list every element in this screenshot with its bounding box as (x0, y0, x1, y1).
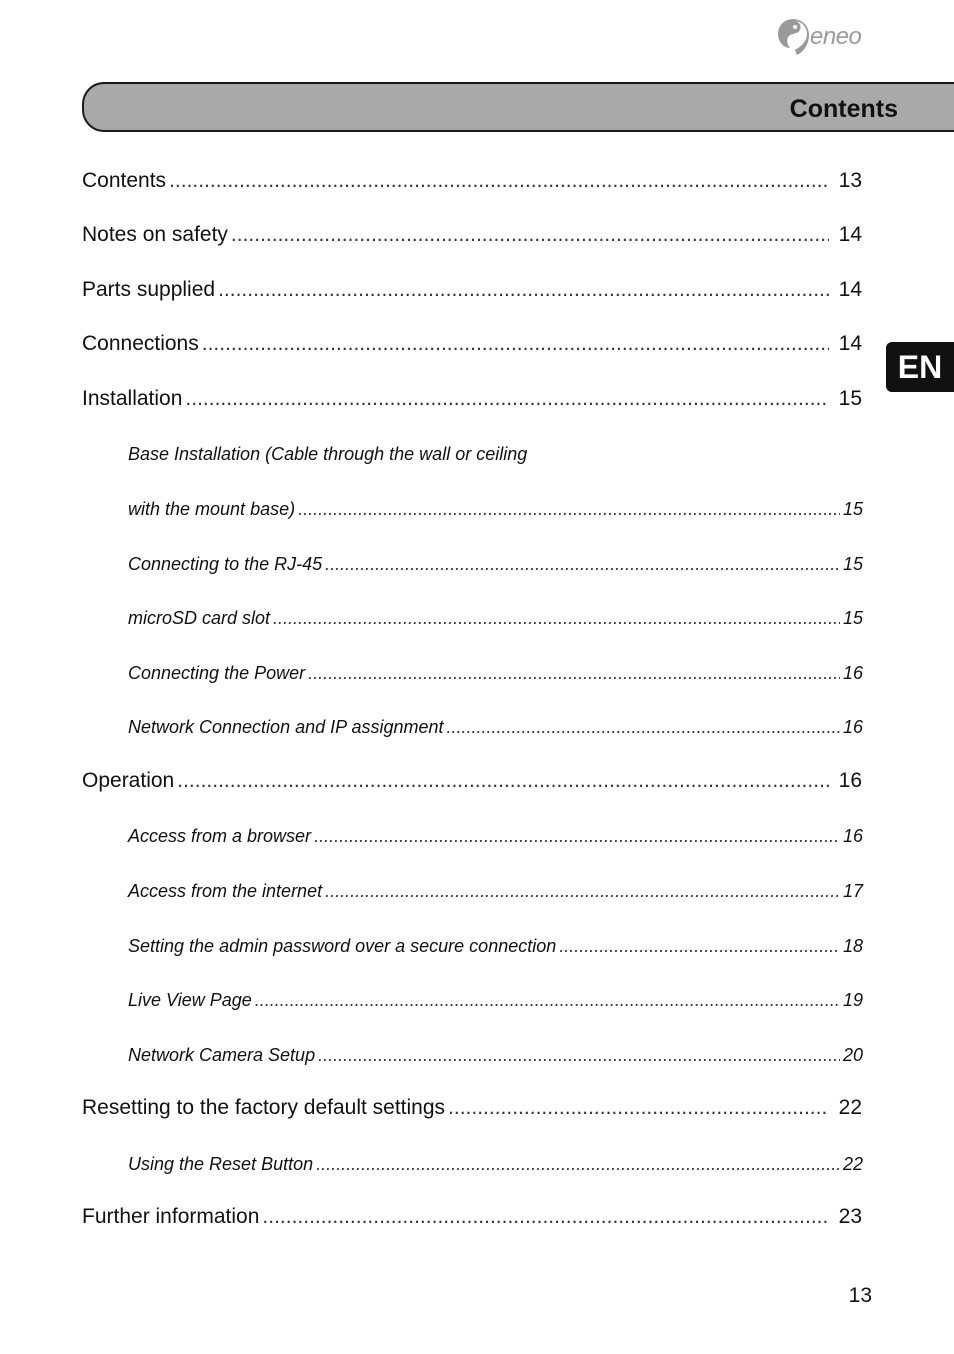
toc-entry-title: Setting the admin password over a secure connection (128, 936, 557, 956)
toc-entry-page: 16 (842, 663, 863, 683)
toc-entry-title: Connecting to the RJ-45 (128, 554, 323, 574)
toc-subentry[interactable] (128, 717, 863, 738)
toc-subentry[interactable] (128, 826, 863, 847)
toc-subentry[interactable] (128, 881, 863, 902)
toc-entry-title: Network Connection and IP assignment (128, 717, 444, 737)
toc-subentry[interactable] (128, 554, 863, 575)
toc-entry-page: 15 (838, 387, 862, 410)
toc-entry-page: 16 (838, 769, 862, 792)
toc-entry-title: Installation (82, 387, 183, 410)
toc-entry[interactable] (82, 1096, 862, 1120)
toc-entry-page: 23 (838, 1205, 862, 1228)
toc-subentry (128, 444, 863, 465)
toc-entry-title: Connecting the Power (128, 663, 306, 683)
page-number: 13 (848, 1284, 872, 1307)
toc-entry-page: 20 (842, 1045, 863, 1065)
toc-entry-title: Using the Reset Button (128, 1154, 314, 1174)
toc-subentry[interactable] (128, 608, 863, 629)
eneo-logo-text: eneo (810, 23, 862, 50)
toc-entry-page: 22 (838, 1096, 862, 1119)
toc-subentry[interactable] (128, 499, 863, 520)
toc-entry-title: Resetting to the factory default settings (82, 1096, 446, 1119)
toc-subentry[interactable] (128, 663, 863, 684)
toc-entry-page: 16 (842, 717, 863, 737)
toc-entry-title: Base Installation (Cable through the wall or ceiling (128, 444, 528, 464)
toc-entry-title: with the mount base) (128, 499, 296, 519)
toc-entry-page: 19 (842, 990, 863, 1010)
toc-entry[interactable] (82, 278, 862, 302)
toc-entry-page: 16 (842, 826, 863, 846)
toc-entry-title: Live View Page (128, 990, 252, 1010)
toc-entry-title: Parts supplied (82, 278, 216, 301)
toc-entry-page: 15 (842, 554, 863, 574)
toc-entry-title: Access from a browser (128, 826, 312, 846)
toc-entry[interactable] (82, 169, 862, 193)
toc-entry[interactable] (82, 332, 862, 356)
toc-subentry[interactable] (128, 990, 863, 1011)
toc-entry-title: Notes on safety (82, 223, 228, 246)
toc-entry-title: Network Camera Setup (128, 1045, 316, 1065)
page-title: Contents (789, 95, 898, 123)
toc-entry-title: Connections (82, 332, 199, 355)
toc-subentry[interactable] (128, 1045, 863, 1066)
toc-entry-page: 14 (838, 332, 862, 355)
toc-entry-title: Further information (82, 1205, 260, 1228)
toc-entry[interactable] (82, 387, 862, 411)
toc-entry-page: 18 (842, 936, 863, 956)
toc-entry[interactable] (82, 1205, 862, 1229)
toc-entry-title: Access from the internet (128, 881, 323, 901)
toc-entry-page: 22 (842, 1154, 863, 1174)
toc-entry-page: 14 (838, 223, 862, 246)
toc-entry[interactable] (82, 223, 862, 247)
toc-entry-title: Contents (82, 169, 167, 192)
toc-entry-page: 17 (842, 881, 863, 901)
toc-subentry[interactable] (128, 936, 863, 957)
toc-entry[interactable] (82, 769, 862, 793)
toc-entry-page: 14 (838, 278, 862, 301)
toc-entry-page: 13 (838, 169, 862, 192)
toc-entry-title: Operation (82, 769, 175, 792)
toc-subentry[interactable] (128, 1154, 863, 1175)
toc-entry-title: microSD card slot (128, 608, 271, 628)
toc-entry-page: 15 (842, 499, 863, 519)
language-tab-en: EN (886, 342, 954, 392)
toc-entry-page: 15 (842, 608, 863, 628)
